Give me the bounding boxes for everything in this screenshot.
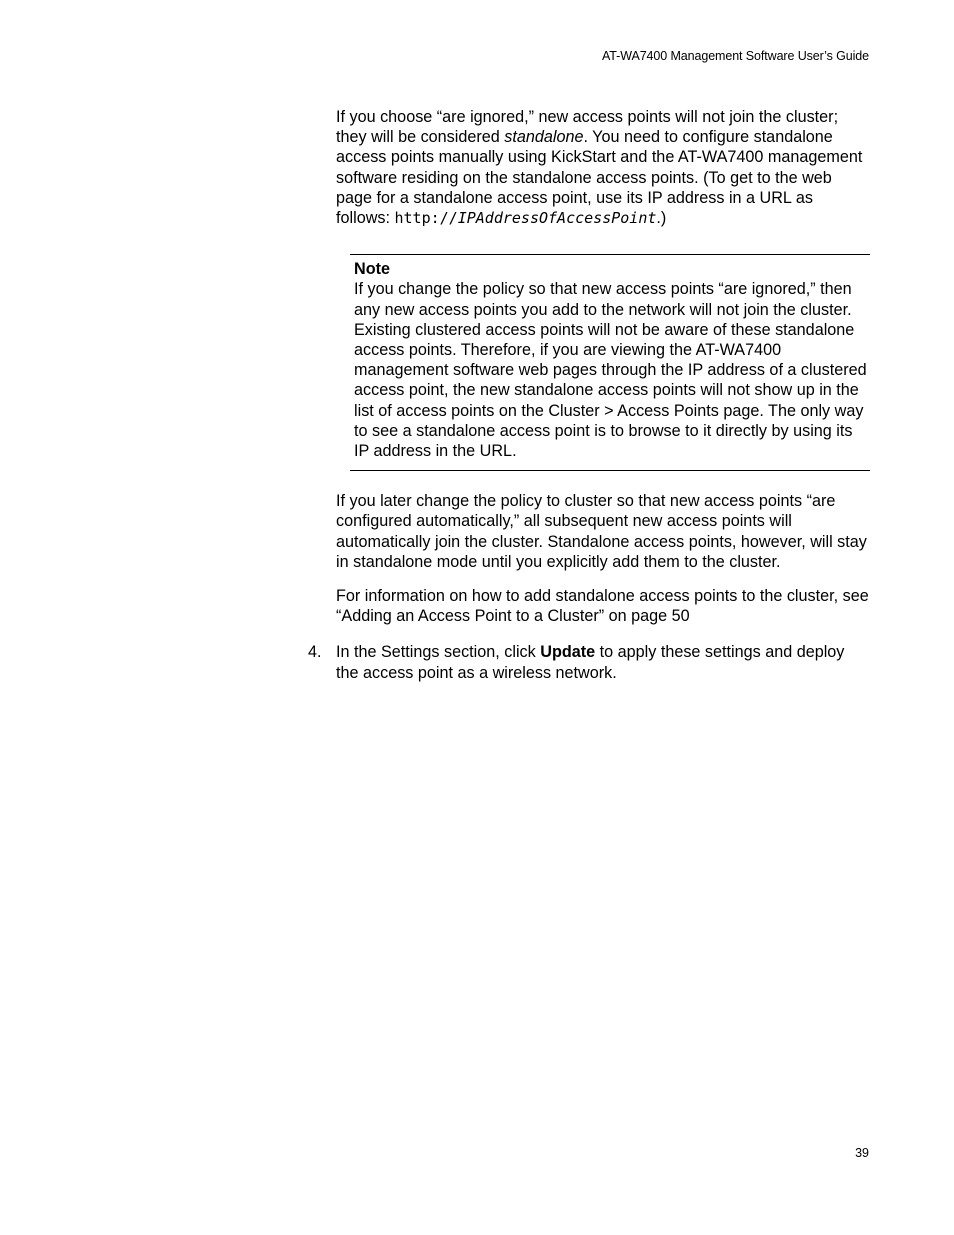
url-variable: IPAddressOfAccessPoint [457,209,657,228]
paragraph-cluster-policy: If you later change the policy to cluster so that new access points “are configured automatically,” all subsequent new access points will automatically join the cluster. Standalone access points, however, will stay in standalone mode until you explicitly add them to the cluster. [336,492,867,571]
paragraph-text: If you choose “are ignored,” new access points will not join the cluster; they will be considered [336,108,839,147]
emphasis-standalone: standalone [504,128,584,147]
note-title: Note [354,260,390,279]
update-keyword: Update [540,643,596,662]
step-text: to apply these settings and deploy the access point as a wireless network. [336,643,845,682]
paragraph-cross-reference: For information on how to add standalone access points to the cluster, see “Adding an Access Point to a Cluster” on page 50 [336,587,869,626]
step-4 [308,642,870,682]
page-number: 39 [855,1146,869,1160]
page-content [308,107,870,683]
step-number: 4. [308,643,322,662]
note-box [350,254,870,471]
paragraph-ignored-policy [336,107,870,228]
paragraph-text: .) [656,209,667,228]
running-header: AT-WA7400 Management Software User’s Guide [602,49,869,63]
note-body: If you change the policy so that new access points “are ignored,” then any new access points you add to the network will not join the cluster. Existing clustered access points will not be aware of these standalone access points. Therefore, if you are viewing the AT-WA7400 management software web pages through the IP address of a clustered access point, the new standalone access points will not show up in the list of access points on the Cluster > Access Points page. The only way to see a standalone access point is to browse to it directly by using its IP address in the URL. [354,280,867,461]
step-text: In the Settings section, click [336,643,541,662]
paragraph-text: . You need to configure standalone access points manually using KickStart and the AT-WA7400 management software residing on the standalone access points. (To get to the web page for a standalone access point, use its IP address in a URL as follows: [336,128,863,228]
url-prefix: http:// [394,209,458,228]
